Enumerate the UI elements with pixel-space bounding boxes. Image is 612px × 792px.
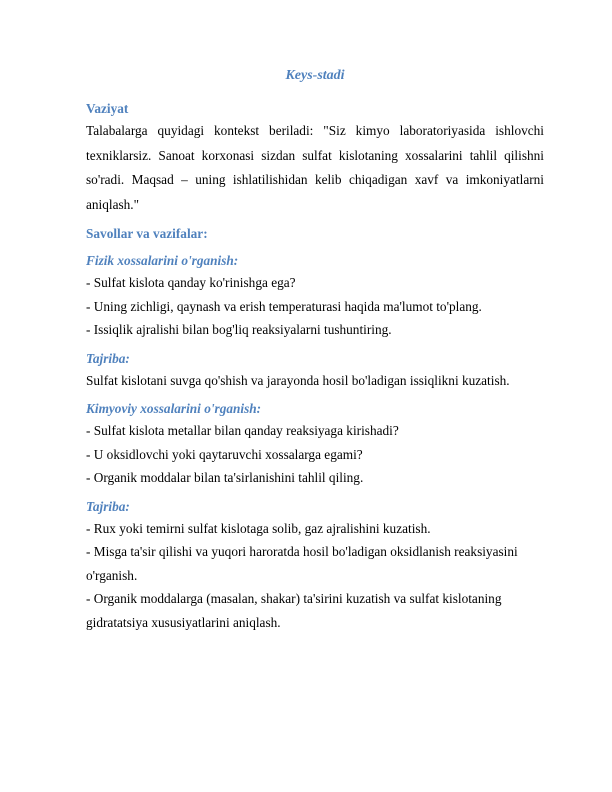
chemical-properties-heading: Kimyoviy xossalarini o'rganish: [86,401,262,416]
list-item: - Organik moddalarga (masalan, shakar) ta'sirini kuzatish va sulfat kislotaning [86,591,502,606]
list-item: - Issiqlik ajralishi bilan bog'liq reaksiyalarni tushuntiring. [86,322,392,337]
document-body [86,66,544,634]
list-item: Sulfat kislotani suvga qo'shish va jarayonda hosil bo'ladigan issiqlikni kuzatish. [86,372,510,388]
document-title: Keys-stadi [285,68,345,83]
situation-heading: Vaziyat [86,101,129,116]
situation-text: Talabalarga quyidagi kontekst beriladi: "Siz kimyo laboratoriyasida ishlovchi texniklarsiz. Sanoat korxonasi sizdan sulfat kislotaning xossalarini tahlil qilishni so'radi. Maqsad – uning ishlatilishidan kelib chiqadigan xavf va imkoniyatlarni aniqlash." [86,123,544,212]
list-item: - Misga ta'sir qilishi va yuqori haroratda hosil bo'ladigan oksidlanish reaksiyasini [86,544,518,559]
physical-properties-heading: Fizik xossalarini o'rganish: [86,253,239,268]
list-item: - Uning zichligi, qaynash va erish temperaturasi haqida ma'lumot to'plang. [86,298,482,314]
list-item: - Sulfat kislota qanday ko'rinishga ega? [86,275,296,290]
tasks-heading: Savollar va vazifalar: [86,226,208,241]
list-item: - Rux yoki temirni sulfat kislotaga solib, gaz ajralishini kuzatish. [86,520,431,536]
list-item: o'rganish. [86,567,138,583]
list-item: - U oksidlovchi yoki qaytaruvchi xossalarga egami? [86,446,363,462]
list-item: - Sulfat kislota metallar bilan qanday reaksiyaga kirishadi? [86,423,399,438]
list-item: gidratatsiya xususiyatlarini aniqlash. [86,614,281,630]
experiment-heading-2: Tajriba: [86,498,130,514]
list-item: - Organik moddalar bilan ta'sirlanishini tahlil qiling. [86,470,364,485]
experiment-heading-1: Tajriba: [86,350,130,366]
